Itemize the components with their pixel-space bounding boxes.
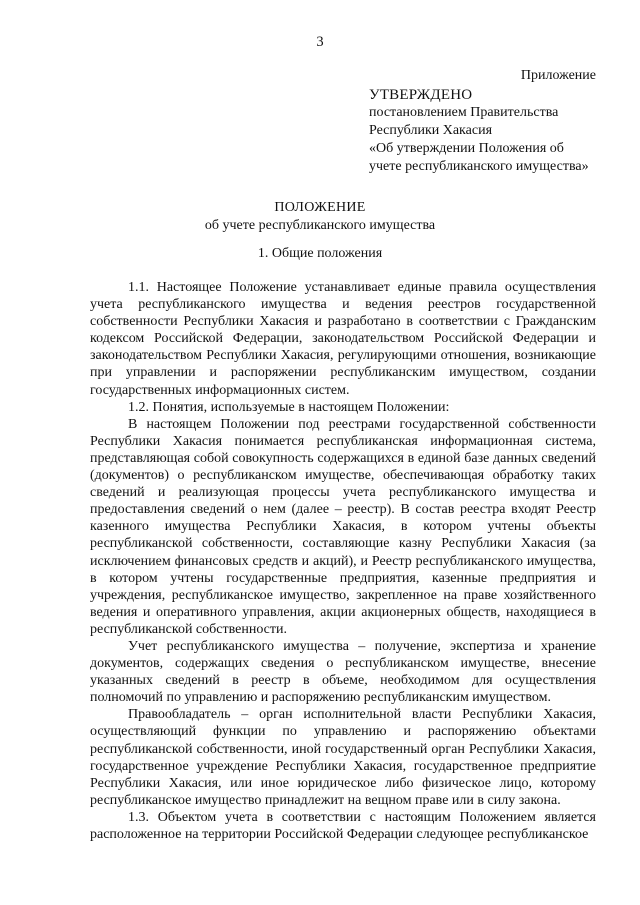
section-heading: 1. Общие положения: [257, 246, 383, 261]
appendix-label: Приложение: [520, 68, 596, 83]
document-title: [0, 199, 640, 235]
approval-line: постановлением Правительства: [369, 105, 559, 120]
page-number: 3: [316, 34, 324, 50]
document-title-subtitle: об учете республиканского имущества: [204, 218, 436, 233]
approval-block: [369, 86, 609, 176]
paragraph: 1.3. Объектом учета в соответствии с настоящим Положением является расположенное на территории Российской Федерации следующее республиканское: [90, 809, 596, 842]
paragraph: В настоящем Положении под реестрами государственной собственности Республики Хакасия понимается республиканская информационная система, представляющая собой совокупность содержащихся в единой базе данных сведений (документов) о республиканском имуществе, обеспечивающая обработку таких сведений и реализующая процессы учета республиканского имущества и предоставления сведений о нем (далее – реестр). В состав реестра входят Реестр казенного имущества Республики Хакасия, в котором учтены объекты республиканской собственности, составляющие казну Республики Хакасия (за исключением финансовых средств и акций), и Реестр республиканского имущества, в котором учтены государственные предприятия, казенные предприятия и учреждения, республиканское имущество, закрепленное на праве хозяйственного ведения и оперативного управления, акции акционерных обществ, находящиеся в республиканской собственности.: [90, 416, 596, 637]
approval-line: «Об утверждении Положения об: [369, 141, 564, 156]
paragraph: Учет республиканского имущества – получение, экспертиза и хранение документов, содержащих сведения о республиканском имуществе, внесение указанных сведений в реестр в объеме, необходимом для осуществления полномочий по управлению и распоряжению республиканским имуществом.: [90, 638, 596, 706]
approval-line: Республики Хакасия: [369, 123, 493, 138]
approved-stamp-text: УТВЕРЖДЕНО: [369, 87, 473, 103]
approval-line: учете республиканского имущества»: [369, 159, 589, 174]
paragraph: 1.1. Настоящее Положение устанавливает единые правила осуществления учета республиканского имущества и ведения реестров государственной собственности Республики Хакасия и разработано в соответствии с Гражданским кодексом Российской Федерации, законодательством Российской Федерации и законодательством Республики Хакасия, регулирующими отношения, возникающие при управлении и распоряжении республиканским имуществом, создании государственных информационных систем.: [90, 280, 596, 398]
body-text: [90, 279, 596, 843]
document-title-main: ПОЛОЖЕНИЕ: [274, 200, 366, 215]
paragraph: 1.2. Понятия, используемые в настоящем Положении:: [128, 399, 450, 415]
paragraph: Правообладатель – орган исполнительной власти Республики Хакасия, осуществляющий функции по управлению и распоряжению объектами республиканской собственности, иной государственный орган Республики Хакасия, государственное учреждение Республики Хакасия, государственное предприятие Республики Хакасия, или иное юридическое либо физическое лицо, которому республиканское имущество принадлежит на вещном праве или в силу закона.: [90, 707, 596, 808]
